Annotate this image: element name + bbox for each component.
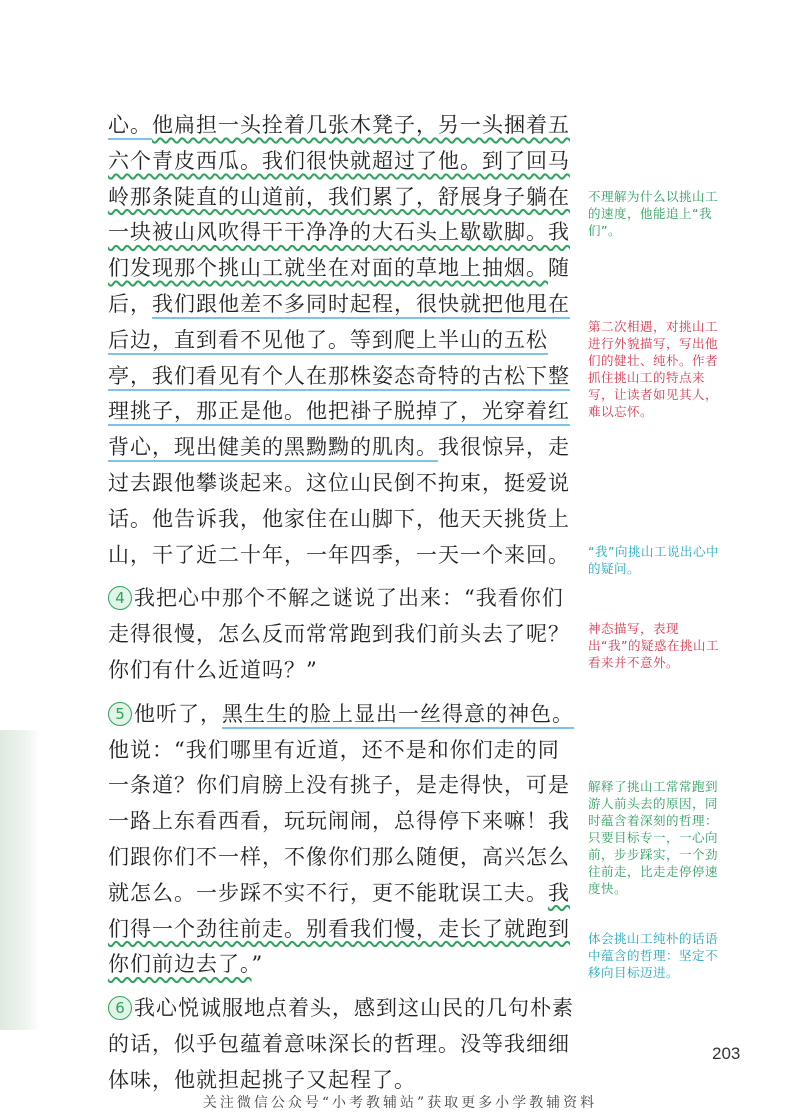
text-run: 心。 [108,113,152,140]
paragraph-number-5: 5 [108,702,132,726]
paragraph-3 [108,108,578,573]
text-run: 他说：“我们哪里有近道，还不是和你们走的同一条道？你们肩膀上没有挑子，是走得快，可是一路上东看西看，玩玩闹闹，总得停下来嘛！我们跟你们不一样，不像你们那么随便，高兴怎么就怎么。一步踩不实不行，更不能耽误工夫。 [108,737,570,905]
footer-text: 关注微信公众号“小考教辅站”获取更多小学教辅资料 [202,1095,598,1111]
text-run: 我很惊异，走过去跟他攀谈起来。这位山民倒不拘束，挺爱说话。他告诉我，他家住在山脚下，他天天挑货上山，干了近二十年，一年四季，一天一个来回。 [108,435,570,567]
text-run: 他扁担一头拴着几张木凳子，另一头捆着五六个青皮西瓜。我们很快就超过了他。到了回马岭那条陡直的山道前，我们累了，舒展身子躺在一块被山风吹得干干净净的大石头上歇歇脚。我们发现那个挑山工就坐在对面的草地上抽烟。 [108,113,570,281]
text-run: 我把心中那个不解之谜说了出来：“我看你们走得很慢，怎么反而常常跑到我们前头去了呢？你们有什么近道吗？” [108,586,570,682]
margin-note-1: 不理解为什么以挑山工的速度，他能追上“我们”。 [588,189,719,238]
decorative-illustration-edge [0,730,40,1030]
main-text [108,108,578,1107]
text-run: 随后， [108,256,570,316]
paragraph-number-4: 4 [108,586,132,610]
text-run: 等到爬上半山的五松亭，我们看见有个人在那株姿态奇特的古松下整理挑子，那正是他。 [108,328,570,427]
margin-note-3: “我”向挑山工说出心中的疑问。 [588,544,719,576]
text-run: 我们得一个劲往前走。别看我们慢，走长了就跑到你们前边去了。 [108,880,570,977]
text-run: 他听了， [134,701,222,726]
paragraph-4 [108,581,578,688]
paragraph-6 [108,991,578,1098]
text-run: ” [251,952,264,977]
text-run: 我们跟他差不多同时起程，很快就把他甩在后边， [108,292,570,355]
text-run: 我心悦诚服地点着头，感到这山民的几句朴素的话，似乎包蕴着意味深长的哲理。没等我细细体味，他就担起挑子又起程了。 [108,996,574,1092]
margin-note-5: 解释了挑山工常常跑到游人前头去的原因，同时蕴含着深刻的哲理：只要目标专一，一心向前，步步踩实，一个劲往前走，比走走停停速度快。 [588,779,719,896]
text-run: 他把褂子脱掉了，光穿着红背心，现出健美的黑黝黝的肌肉。 [108,399,570,462]
paragraph-number-6: 6 [108,996,132,1020]
page-number: 203 [712,1044,741,1063]
text-run: 直到看不见他了。 [174,328,350,355]
paragraph-5 [108,697,578,983]
text-run: 黑生生的脸上显出一丝得意的神色。 [222,702,574,729]
margin-note-6: 体会挑山工纯朴的话语中蕴含的哲理：坚定不移向目标迈进。 [588,931,719,980]
margin-note-2: 第二次相遇，对挑山工进行外貌描写，写出他们的健壮、纯朴。作者抓住挑山工的特点来写，让读者如见其人，难以忘怀。 [588,319,719,419]
margin-note-4: 神态描写，表现出“我”的疑惑在挑山工看来并不意外。 [588,621,719,670]
